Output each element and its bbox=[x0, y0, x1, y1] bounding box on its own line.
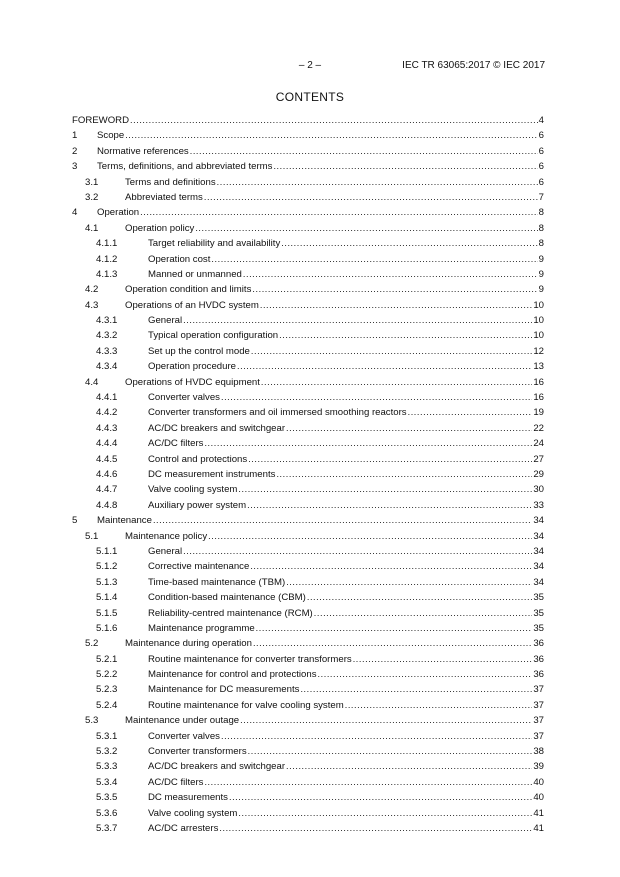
toc-entry-title: Target reliability and availability bbox=[148, 236, 281, 251]
contents-title: CONTENTS bbox=[275, 90, 345, 104]
toc-entry[interactable] bbox=[72, 236, 544, 251]
toc-entry-page: 6 bbox=[538, 130, 544, 142]
toc-entry[interactable] bbox=[72, 606, 544, 621]
toc-dot-leader bbox=[345, 698, 533, 713]
toc-dot-leader bbox=[286, 575, 532, 590]
toc-entry-title: Operation policy bbox=[125, 221, 195, 236]
toc-entry-title: General bbox=[148, 544, 183, 559]
toc-entry-title: Routine maintenance for converter transformers bbox=[148, 652, 353, 667]
toc-dot-leader bbox=[286, 421, 532, 436]
toc-entry-page: 34 bbox=[533, 545, 544, 557]
toc-entry[interactable] bbox=[72, 682, 544, 697]
toc-entry-page: 7 bbox=[538, 191, 544, 203]
toc-entry[interactable] bbox=[72, 529, 544, 544]
toc-dot-leader bbox=[261, 375, 532, 390]
toc-entry[interactable] bbox=[72, 806, 544, 821]
page-number: – 2 – bbox=[298, 60, 322, 71]
toc-dot-leader bbox=[353, 652, 533, 667]
toc-dot-leader bbox=[140, 205, 538, 220]
toc-entry-number: 5.1.2 bbox=[96, 561, 118, 573]
toc-entry-title: Valve cooling system bbox=[148, 482, 238, 497]
toc-entry-number: 5.2.2 bbox=[96, 669, 118, 681]
toc-entry-number: 5.1.6 bbox=[96, 622, 118, 634]
toc-entry-number: 5.3.4 bbox=[96, 776, 118, 788]
toc-entry[interactable] bbox=[72, 713, 544, 728]
toc-entry[interactable] bbox=[72, 405, 544, 420]
toc-dot-leader bbox=[408, 405, 533, 420]
toc-entry-page: 35 bbox=[533, 592, 544, 604]
toc-entry-title: Converter transformers bbox=[148, 744, 248, 759]
toc-dot-leader bbox=[183, 544, 532, 559]
toc-entry-number: 5.1.5 bbox=[96, 607, 118, 619]
toc-entry-page: 6 bbox=[538, 161, 544, 173]
toc-entry-number: 1 bbox=[72, 130, 78, 142]
toc-entry-page: 40 bbox=[533, 776, 544, 788]
toc-entry-number: 4.4 bbox=[85, 376, 99, 388]
toc-entry-page: 24 bbox=[533, 438, 544, 450]
toc-entry-title: Maintenance bbox=[97, 513, 153, 528]
toc-entry-page: 9 bbox=[538, 284, 544, 296]
toc-entry-title: Terms, definitions, and abbreviated terms bbox=[97, 159, 273, 174]
toc-entry-number: 4.4.5 bbox=[96, 453, 118, 465]
toc-dot-leader bbox=[130, 113, 538, 128]
toc-entry-number: 5.3.5 bbox=[96, 792, 118, 804]
toc-entry-number: 4.4.1 bbox=[96, 392, 118, 404]
toc-entry-number: 5.1.3 bbox=[96, 576, 118, 588]
toc-dot-leader bbox=[276, 467, 532, 482]
toc-entry-title: Auxiliary power system bbox=[148, 498, 247, 513]
toc-entry-number: 5.3.6 bbox=[96, 807, 118, 819]
toc-entry-title: Condition-based maintenance (CBM) bbox=[148, 590, 307, 605]
toc-dot-leader bbox=[300, 682, 532, 697]
toc-dot-leader bbox=[252, 282, 537, 297]
toc-entry-page: 10 bbox=[533, 330, 544, 342]
toc-dot-leader bbox=[240, 713, 532, 728]
toc-entry[interactable] bbox=[72, 775, 544, 790]
toc-entry[interactable] bbox=[72, 436, 544, 451]
toc-dot-leader bbox=[211, 252, 537, 267]
toc-dot-leader bbox=[221, 390, 532, 405]
toc-entry-title: AC/DC arresters bbox=[148, 821, 219, 836]
toc-entry-title: Maintenance under outage bbox=[125, 713, 240, 728]
toc-entry-number: 5.2.3 bbox=[96, 684, 118, 696]
toc-entry[interactable] bbox=[72, 482, 544, 497]
toc-entry-page: 34 bbox=[533, 561, 544, 573]
toc-entry-title: Operation condition and limits bbox=[125, 282, 252, 297]
toc-entry-title: Converter transformers and oil immersed smoothing reactors bbox=[148, 405, 408, 420]
toc-entry-page: 34 bbox=[533, 515, 544, 527]
toc-entry[interactable] bbox=[72, 328, 544, 343]
toc-entry-page: 34 bbox=[533, 576, 544, 588]
toc-dot-leader bbox=[260, 298, 532, 313]
toc-entry[interactable] bbox=[72, 267, 544, 282]
toc-entry-title: Set up the control mode bbox=[148, 344, 251, 359]
toc-entry-title: Converter valves bbox=[148, 729, 221, 744]
toc-entry[interactable] bbox=[72, 467, 544, 482]
toc-entry[interactable] bbox=[72, 128, 544, 143]
toc-entry-page: 36 bbox=[533, 653, 544, 665]
toc-entry[interactable] bbox=[72, 621, 544, 636]
toc-entry[interactable] bbox=[72, 821, 544, 836]
toc-entry-title: Abbreviated terms bbox=[125, 190, 204, 205]
toc-entry[interactable] bbox=[72, 205, 544, 220]
toc-entry-title: DC measurement instruments bbox=[148, 467, 276, 482]
toc-entry[interactable] bbox=[72, 559, 544, 574]
toc-entry-number: 5.1.1 bbox=[96, 545, 118, 557]
toc-entry[interactable] bbox=[72, 544, 544, 559]
toc-entry-number: 4.3.1 bbox=[96, 315, 118, 327]
toc-dot-leader bbox=[318, 667, 533, 682]
toc-entry-title: Typical operation configuration bbox=[148, 328, 279, 343]
toc-entry-number: 5 bbox=[72, 515, 78, 527]
toc-entry-number: 5.3.3 bbox=[96, 761, 118, 773]
toc-entry[interactable] bbox=[72, 282, 544, 297]
toc-entry-page: 10 bbox=[533, 299, 544, 311]
toc-dot-leader bbox=[208, 529, 532, 544]
toc-entry-number: 5.3.7 bbox=[96, 822, 118, 834]
toc-dot-leader bbox=[273, 159, 537, 174]
toc-entry-page: 16 bbox=[533, 392, 544, 404]
toc-entry-number: 4.4.4 bbox=[96, 438, 118, 450]
toc-dot-leader bbox=[251, 344, 532, 359]
toc-entry-number: 4.3 bbox=[85, 299, 99, 311]
toc-entry[interactable] bbox=[72, 452, 544, 467]
toc-entry-page: 39 bbox=[533, 761, 544, 773]
toc-entry-number: 5.2.4 bbox=[96, 699, 118, 711]
toc-dot-leader bbox=[195, 221, 537, 236]
toc-entry-number: 5.3 bbox=[85, 715, 99, 727]
toc-entry-number: 4.4.3 bbox=[96, 422, 118, 434]
toc-entry-number: 4.3.4 bbox=[96, 361, 118, 373]
toc-entry-title: Operation procedure bbox=[148, 359, 237, 374]
toc-entry-number: 4.1 bbox=[85, 222, 99, 234]
toc-entry-title: Valve cooling system bbox=[148, 806, 238, 821]
toc-entry[interactable] bbox=[72, 344, 544, 359]
toc-entry-number: 5.2 bbox=[85, 638, 99, 650]
toc-entry[interactable] bbox=[72, 667, 544, 682]
toc-entry[interactable] bbox=[72, 175, 544, 190]
toc-entry[interactable] bbox=[72, 221, 544, 236]
toc-entry[interactable] bbox=[72, 513, 544, 528]
toc-entry[interactable] bbox=[72, 252, 544, 267]
toc-entry-number: 4.4.7 bbox=[96, 484, 118, 496]
toc-entry-title: FOREWORD bbox=[72, 113, 130, 128]
toc-entry[interactable] bbox=[72, 652, 544, 667]
toc-entry[interactable] bbox=[72, 790, 544, 805]
toc-dot-leader bbox=[307, 590, 532, 605]
toc-entry-page: 37 bbox=[533, 699, 544, 711]
toc-dot-leader bbox=[125, 128, 537, 143]
toc-entry-page: 9 bbox=[538, 268, 544, 280]
standard-reference: IEC TR 63065:2017 © IEC 2017 bbox=[402, 60, 545, 71]
toc-entry[interactable] bbox=[72, 313, 544, 328]
toc-entry-title: Maintenance for control and protections bbox=[148, 667, 318, 682]
toc-entry[interactable] bbox=[72, 575, 544, 590]
toc-dot-leader bbox=[248, 744, 533, 759]
toc-entry-page: 35 bbox=[533, 622, 544, 634]
toc-entry-page: 6 bbox=[538, 176, 544, 188]
toc-entry-title: Scope bbox=[97, 128, 125, 143]
toc-entry[interactable] bbox=[72, 744, 544, 759]
toc-entry-title: AC/DC breakers and switchgear bbox=[148, 759, 286, 774]
toc-entry-number: 5.3.2 bbox=[96, 746, 118, 758]
toc-entry-number: 2 bbox=[72, 145, 78, 157]
toc-entry-page: 37 bbox=[533, 715, 544, 727]
toc-entry-title: General bbox=[148, 313, 183, 328]
toc-entry-page: 35 bbox=[533, 607, 544, 619]
toc-entry-title: Operation cost bbox=[148, 252, 211, 267]
toc-entry-title: Converter valves bbox=[148, 390, 221, 405]
toc-entry-page: 22 bbox=[533, 422, 544, 434]
toc-entry-page: 9 bbox=[538, 253, 544, 265]
toc-dot-leader bbox=[153, 513, 532, 528]
toc-dot-leader bbox=[219, 821, 532, 836]
toc-entry[interactable] bbox=[72, 421, 544, 436]
toc-entry-title: AC/DC breakers and switchgear bbox=[148, 421, 286, 436]
toc-dot-leader bbox=[221, 729, 532, 744]
toc-entry[interactable] bbox=[72, 590, 544, 605]
toc-dot-leader bbox=[243, 267, 538, 282]
toc-entry-title: Maintenance programme bbox=[148, 621, 256, 636]
toc-entry-number: 4.2 bbox=[85, 284, 99, 296]
toc-entry[interactable] bbox=[72, 375, 544, 390]
toc-entry-page: 29 bbox=[533, 468, 544, 480]
toc-entry-number: 4.4.2 bbox=[96, 407, 118, 419]
toc-dot-leader bbox=[183, 313, 532, 328]
toc-entry-number: 5.2.1 bbox=[96, 653, 118, 665]
toc-entry-page: 37 bbox=[533, 684, 544, 696]
toc-entry-page: 30 bbox=[533, 484, 544, 496]
toc-entry-number: 4.1.2 bbox=[96, 253, 118, 265]
toc-entry-number: 5.1.4 bbox=[96, 592, 118, 604]
toc-entry[interactable] bbox=[72, 636, 544, 651]
toc-entry[interactable] bbox=[72, 759, 544, 774]
toc-dot-leader bbox=[279, 328, 532, 343]
toc-entry-title: AC/DC filters bbox=[148, 775, 204, 790]
toc-entry-title: Reliability-centred maintenance (RCM) bbox=[148, 606, 314, 621]
toc-entry-title: Corrective maintenance bbox=[148, 559, 250, 574]
toc-entry-title: Time-based maintenance (TBM) bbox=[148, 575, 286, 590]
toc-entry-title: Manned or unmanned bbox=[148, 267, 243, 282]
toc-entry[interactable] bbox=[72, 159, 544, 174]
toc-entry-page: 38 bbox=[533, 746, 544, 758]
toc-entry-page: 37 bbox=[533, 730, 544, 742]
toc-entry-page: 8 bbox=[538, 222, 544, 234]
toc-entry-number: 4.1.1 bbox=[96, 238, 118, 250]
toc-entry-page: 8 bbox=[538, 238, 544, 250]
toc-entry-title: Maintenance for DC measurements bbox=[148, 682, 300, 697]
toc-entry-page: 41 bbox=[533, 822, 544, 834]
toc-entry-number: 4.3.3 bbox=[96, 345, 118, 357]
toc-entry[interactable] bbox=[72, 729, 544, 744]
toc-entry-title: Maintenance policy bbox=[125, 529, 208, 544]
toc-entry-title: AC/DC filters bbox=[148, 436, 204, 451]
toc-dot-leader bbox=[314, 606, 533, 621]
table-of-contents bbox=[72, 113, 544, 836]
toc-dot-leader bbox=[204, 436, 532, 451]
toc-entry[interactable] bbox=[72, 498, 544, 513]
toc-entry-number: 4.1.3 bbox=[96, 268, 118, 280]
toc-entry-number: 4.3.2 bbox=[96, 330, 118, 342]
toc-entry-title: Normative references bbox=[97, 144, 190, 159]
toc-entry[interactable] bbox=[72, 190, 544, 205]
toc-entry-page: 6 bbox=[538, 145, 544, 157]
toc-entry[interactable] bbox=[72, 113, 544, 128]
toc-dot-leader bbox=[204, 190, 538, 205]
toc-entry-page: 10 bbox=[533, 315, 544, 327]
toc-entry-page: 16 bbox=[533, 376, 544, 388]
toc-entry-number: 4 bbox=[72, 207, 78, 219]
toc-entry-page: 41 bbox=[533, 807, 544, 819]
toc-dot-leader bbox=[229, 790, 532, 805]
toc-entry[interactable] bbox=[72, 698, 544, 713]
toc-dot-leader bbox=[247, 498, 532, 513]
toc-dot-leader bbox=[286, 759, 532, 774]
toc-entry-page: 12 bbox=[533, 345, 544, 357]
toc-dot-leader bbox=[238, 806, 532, 821]
toc-entry-title: Control and protections bbox=[148, 452, 248, 467]
toc-dot-leader bbox=[248, 452, 532, 467]
toc-entry[interactable] bbox=[72, 390, 544, 405]
toc-entry-page: 4 bbox=[538, 115, 544, 126]
toc-entry-page: 19 bbox=[533, 407, 544, 419]
page-header bbox=[0, 60, 620, 74]
toc-entry[interactable] bbox=[72, 298, 544, 313]
toc-entry-number: 4.4.6 bbox=[96, 468, 118, 480]
toc-dot-leader bbox=[238, 482, 532, 497]
toc-entry-page: 36 bbox=[533, 638, 544, 650]
toc-dot-leader bbox=[204, 775, 532, 790]
toc-dot-leader bbox=[190, 144, 538, 159]
toc-dot-leader bbox=[281, 236, 537, 251]
toc-dot-leader bbox=[253, 636, 532, 651]
toc-entry-page: 36 bbox=[533, 669, 544, 681]
toc-entry-page: 8 bbox=[538, 207, 544, 219]
toc-entry-page: 40 bbox=[533, 792, 544, 804]
toc-entry-page: 13 bbox=[533, 361, 544, 373]
toc-entry[interactable] bbox=[72, 359, 544, 374]
toc-entry-page: 27 bbox=[533, 453, 544, 465]
toc-entry-number: 5.3.1 bbox=[96, 730, 118, 742]
toc-entry-title: Operations of HVDC equipment bbox=[125, 375, 261, 390]
toc-entry-title: Operations of an HVDC system bbox=[125, 298, 260, 313]
toc-entry-title: Operation bbox=[97, 205, 140, 220]
toc-entry-number: 3 bbox=[72, 161, 78, 173]
toc-dot-leader bbox=[256, 621, 533, 636]
toc-dot-leader bbox=[250, 559, 532, 574]
toc-entry-title: DC measurements bbox=[148, 790, 229, 805]
toc-entry-title: Routine maintenance for valve cooling system bbox=[148, 698, 345, 713]
toc-entry-number: 4.4.8 bbox=[96, 499, 118, 511]
toc-entry-page: 34 bbox=[533, 530, 544, 542]
toc-entry-number: 3.2 bbox=[85, 191, 99, 203]
toc-entry[interactable] bbox=[72, 144, 544, 159]
toc-entry-number: 3.1 bbox=[85, 176, 99, 188]
toc-dot-leader bbox=[237, 359, 532, 374]
toc-entry-title: Terms and definitions bbox=[125, 175, 217, 190]
toc-entry-number: 5.1 bbox=[85, 530, 99, 542]
toc-dot-leader bbox=[217, 175, 538, 190]
toc-entry-page: 33 bbox=[533, 499, 544, 511]
toc-entry-title: Maintenance during operation bbox=[125, 636, 253, 651]
